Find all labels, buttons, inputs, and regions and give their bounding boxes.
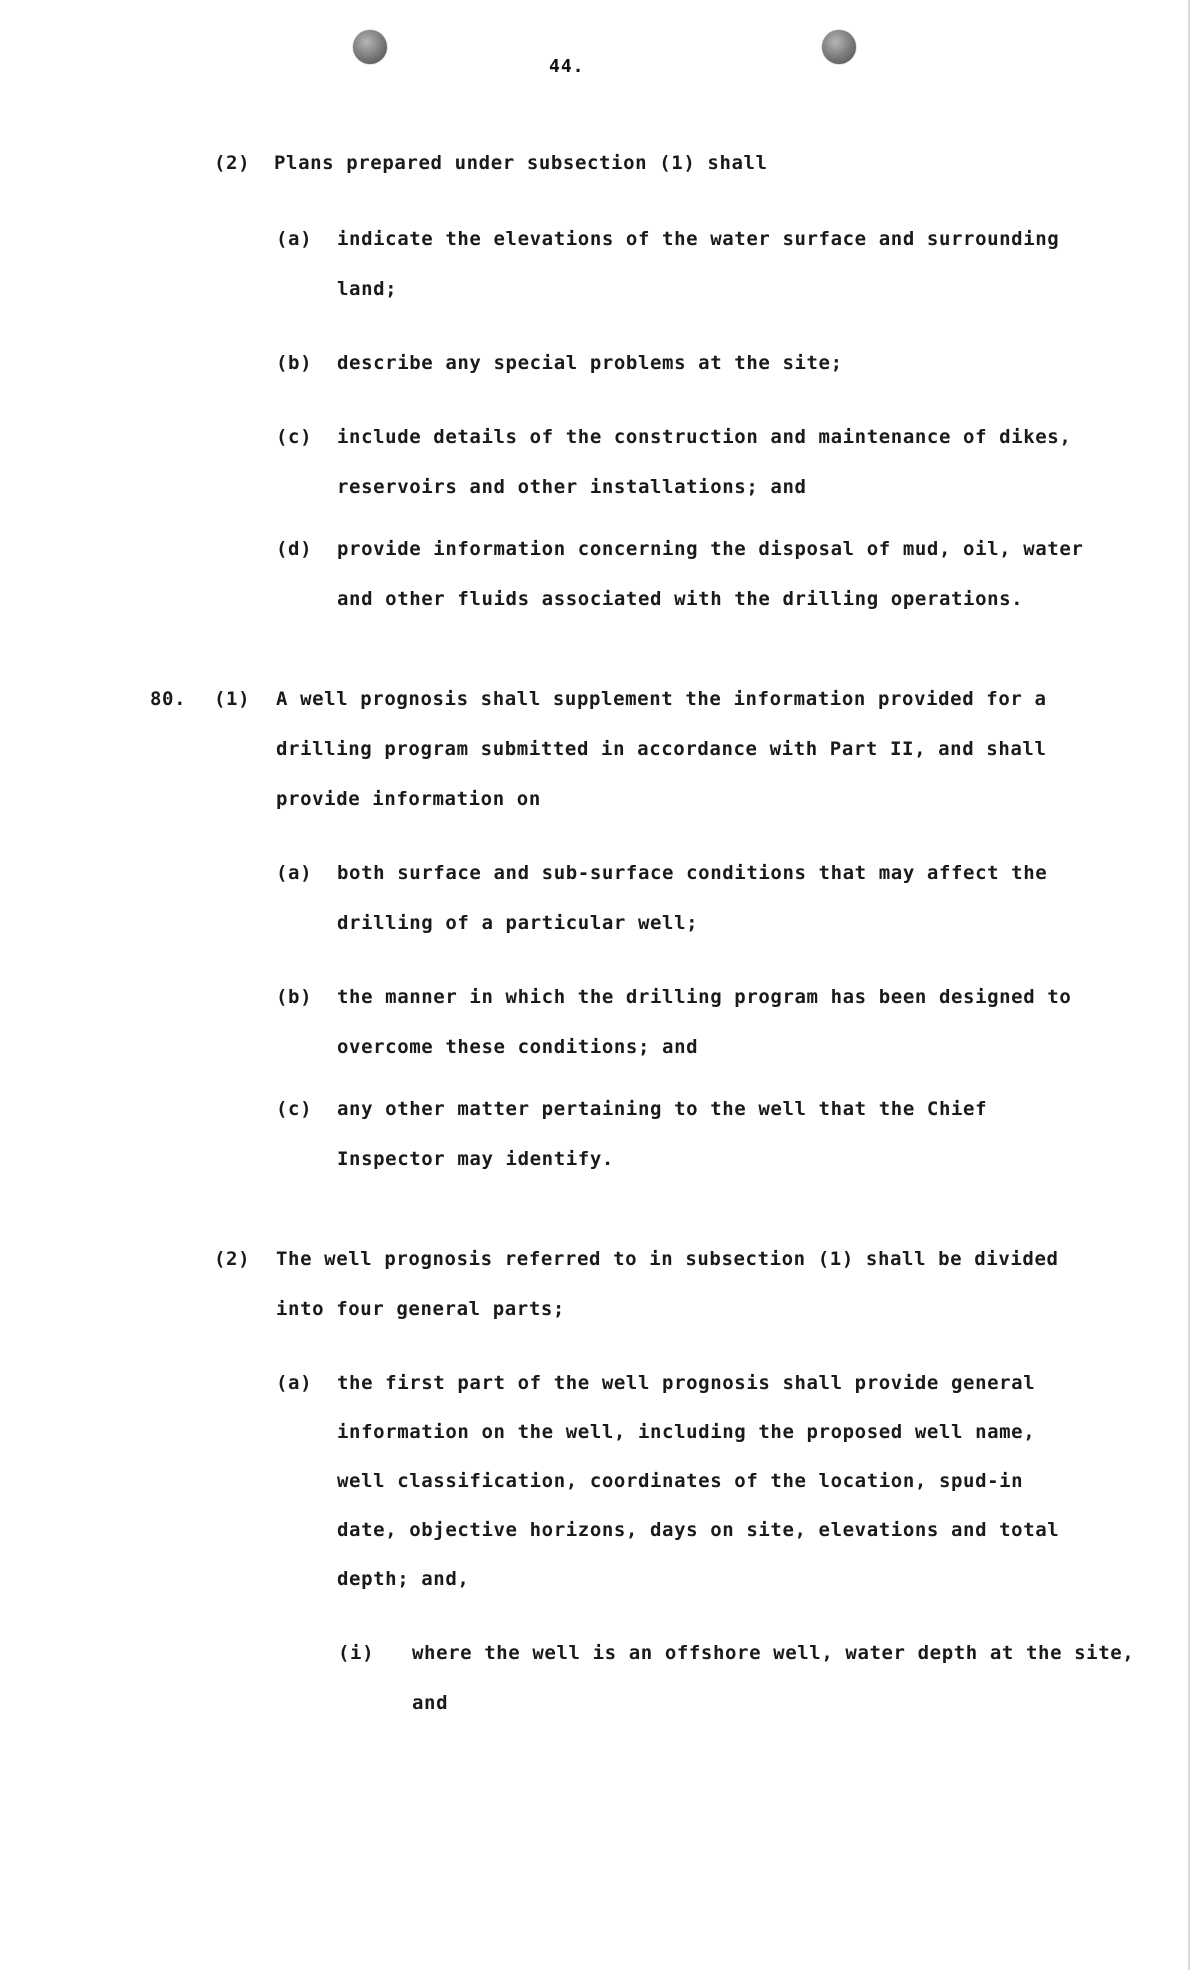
item-label: (c) [276, 1098, 313, 1120]
item-label: (d) [276, 538, 313, 560]
item-label: (b) [276, 352, 313, 374]
item-line: reservoirs and other installations; and [337, 476, 807, 498]
item-label: (a) [276, 1372, 313, 1394]
item-line: the manner in which the drilling program has been designed to [337, 986, 1072, 1008]
item-label: (b) [276, 986, 313, 1008]
punch-hole-left [353, 30, 387, 64]
subsection-line: into four general parts; [276, 1298, 565, 1320]
page-edge [1188, 0, 1190, 1970]
subsection-text: Plans prepared under subsection (1) shall [274, 152, 768, 174]
item-line: any other matter pertaining to the well that the Chief [337, 1098, 988, 1120]
subsection-label: (1) [214, 688, 251, 710]
item-line: and other fluids associated with the drilling operations. [337, 588, 1024, 610]
item-line: the first part of the well prognosis shall provide general [337, 1372, 1036, 1394]
item-line: information on the well, including the proposed well name, [337, 1421, 1036, 1443]
item-line: both surface and sub-surface conditions that may affect the [337, 862, 1048, 884]
item-line: drilling of a particular well; [337, 912, 699, 934]
subsection-line: A well prognosis shall supplement the information provided for a [276, 688, 1047, 710]
subsection-line: drilling program submitted in accordance with Part II, and shall [276, 738, 1047, 760]
item-line: overcome these conditions; and [337, 1036, 699, 1058]
subsection-line: provide information on [276, 788, 541, 810]
item-line: Inspector may identify. [337, 1148, 614, 1170]
item-line: land; [337, 278, 398, 300]
item-line: describe any special problems at the site; [337, 352, 843, 374]
subsection-line: The well prognosis referred to in subsection (1) shall be divided [276, 1248, 1059, 1270]
item-line: date, objective horizons, days on site, elevations and total [337, 1519, 1060, 1541]
item-label: (a) [276, 862, 313, 884]
item-label: (a) [276, 228, 313, 250]
page-number: 44. [549, 56, 585, 77]
subsection-label: (2) [214, 1248, 251, 1270]
subitem-line: where the well is an offshore well, water depth at the site, [412, 1642, 1135, 1664]
subsection-label: (2) [214, 152, 251, 174]
item-label: (c) [276, 426, 313, 448]
item-line: include details of the construction and maintenance of dikes, [337, 426, 1072, 448]
punch-hole-right [822, 30, 856, 64]
item-line: depth; and, [337, 1568, 470, 1590]
item-line: provide information concerning the disposal of mud, oil, water [337, 538, 1084, 560]
subitem-line: and [412, 1692, 449, 1714]
item-line: indicate the elevations of the water surface and surrounding [337, 228, 1060, 250]
subitem-label: (i) [338, 1642, 375, 1664]
section-number: 80. [150, 688, 187, 710]
item-line: well classification, coordinates of the location, spud-in [337, 1470, 1024, 1492]
